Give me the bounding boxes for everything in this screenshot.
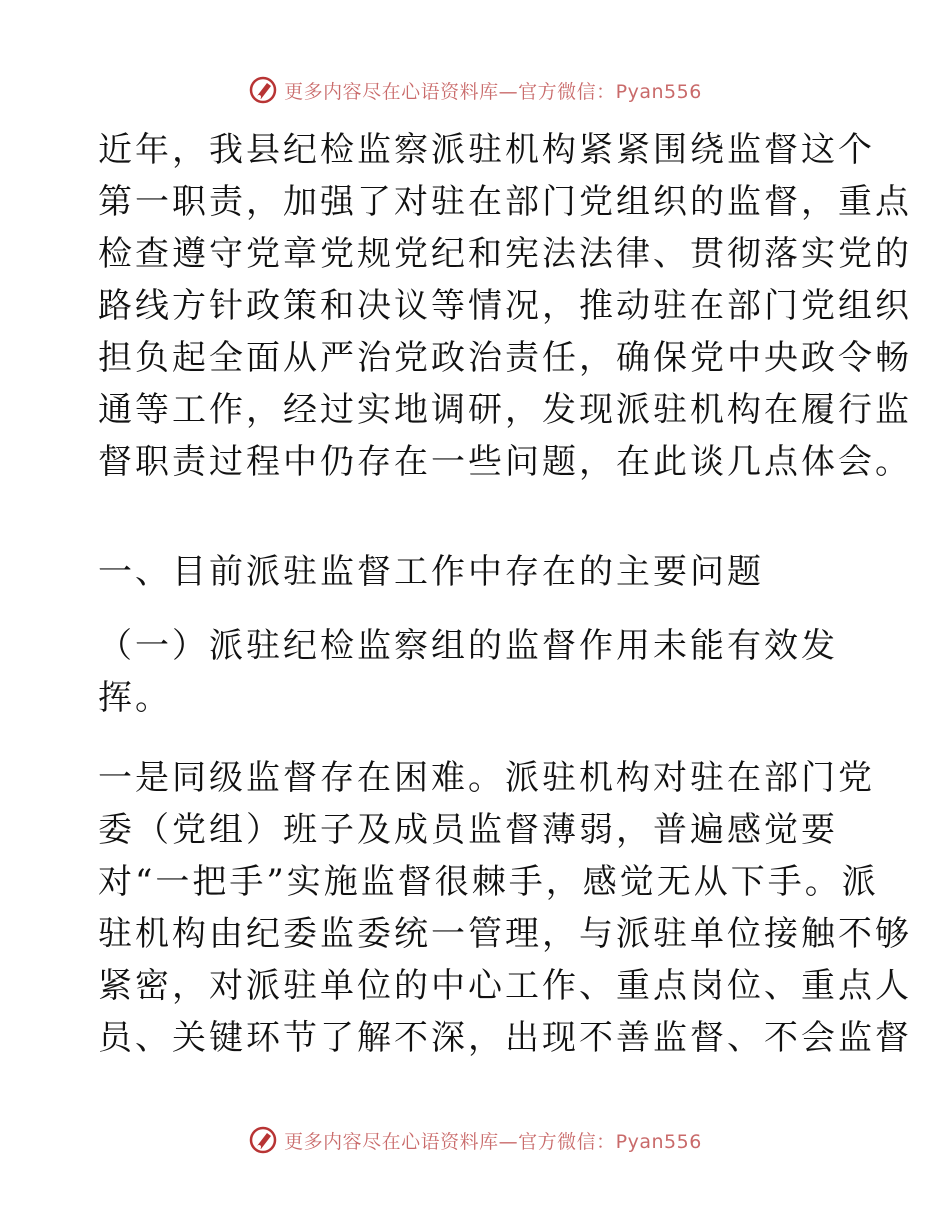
intro-line: 近年，我县纪检监察派驻机构紧紧围绕监督这个 xyxy=(98,130,875,170)
body-paragraph xyxy=(98,752,912,1064)
intro-line: 担负起全面从严治党政治责任，确保党中央政令畅 xyxy=(98,338,912,378)
body-line: 委（党组）班子及成员监督薄弱，普遍感觉要 xyxy=(98,810,838,850)
body-line: 员、关键环节了解不深，出现不善监督、不会监督 xyxy=(98,1018,912,1058)
body-line: 一是同级监督存在困难。派驻机构对驻在部门党 xyxy=(98,758,875,798)
intro-line: 通等工作，经过实地调研，发现派驻机构在履行监 xyxy=(98,390,912,430)
body-line: 紧密，对派驻单位的中心工作、重点岗位、重点人 xyxy=(98,966,912,1006)
intro-line: 路线方针政策和决议等情况，推动驻在部门党组织 xyxy=(98,286,912,326)
intro-paragraph xyxy=(98,124,912,488)
intro-line: 第一职责，加强了对驻在部门党组织的监督，重点 xyxy=(98,182,912,222)
intro-line: 督职责过程中仍存在一些问题，在此谈几点体会。 xyxy=(98,442,912,482)
section-heading-text: 一、目前派驻监督工作中存在的主要问题 xyxy=(98,552,764,592)
footer-banner xyxy=(0,1120,950,1160)
subsection-heading-line: 挥。 xyxy=(98,678,172,718)
subsection-heading-line: （一）派驻纪检监察组的监督作用未能有效发 xyxy=(98,626,838,666)
section-heading xyxy=(98,546,858,598)
header-banner-text: 更多内容尽在心语资料库—官方微信：Pyan556 xyxy=(284,80,702,103)
pen-nib-circle-icon xyxy=(248,1125,278,1155)
header-banner xyxy=(0,70,950,110)
subsection-heading xyxy=(98,620,858,724)
body-line: 驻机构由纪委监委统一管理，与派驻单位接触不够 xyxy=(98,914,912,954)
body-line: 对“一把手”实施监督很棘手，感觉无从下手。派 xyxy=(98,862,879,902)
pen-nib-circle-icon xyxy=(248,75,278,105)
intro-line: 检查遵守党章党规党纪和宪法法律、贯彻落实党的 xyxy=(98,234,912,274)
footer-banner-text: 更多内容尽在心语资料库—官方微信：Pyan556 xyxy=(284,1130,702,1153)
